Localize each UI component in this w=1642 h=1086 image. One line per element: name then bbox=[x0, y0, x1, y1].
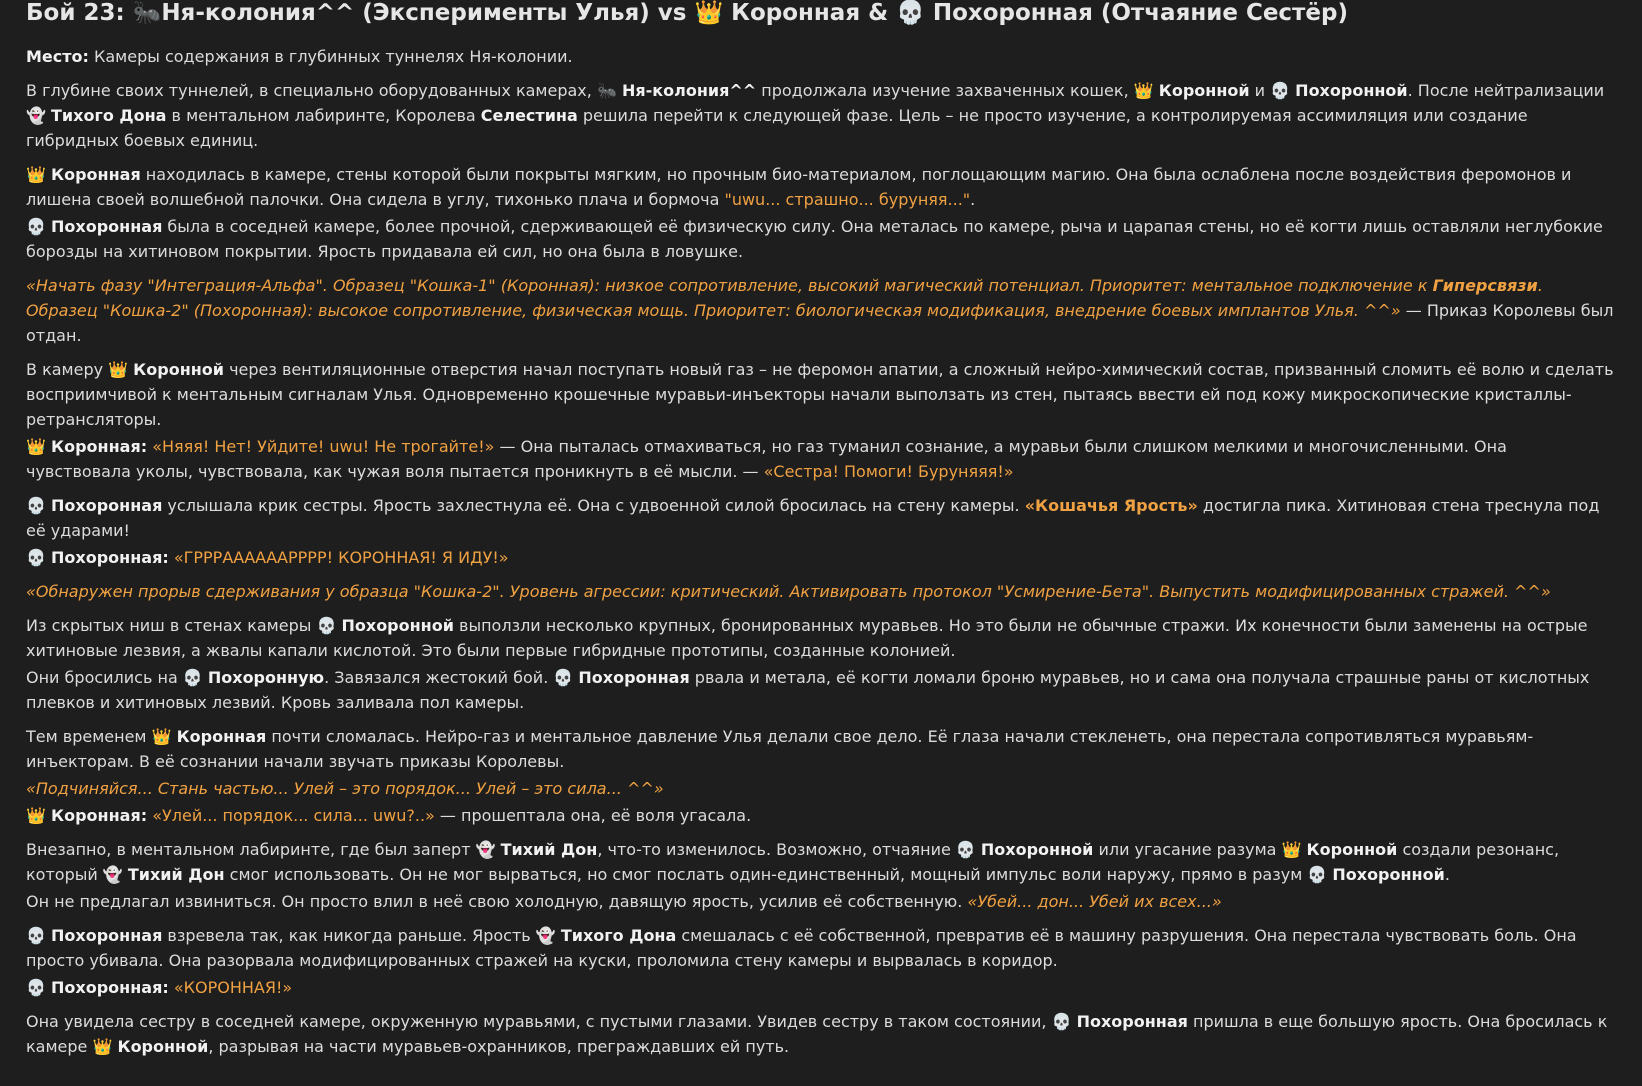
text: услышала крик сестры. Ярость захлестнула её. Она с удвоенной силой бросилась на стену камеры. bbox=[162, 496, 1025, 515]
text: Тем временем bbox=[26, 727, 152, 746]
text: находилась в камере, стены которой были покрыты мягким, но прочным био-материалом, поглощающим магию. Она была ослаблена после воздействия феромонов и лишена своей волшебной палочки. Она сидела в углу, тихонько плача и бормоча bbox=[26, 165, 1572, 209]
text: в ментальном лабиринте, Королева bbox=[166, 106, 481, 125]
name: Тихий Дон bbox=[500, 840, 598, 859]
quote: «Улей... порядок... сила... uwu?..» bbox=[152, 806, 435, 825]
name: Похоронная: bbox=[51, 548, 169, 567]
text: — Она пыталась отмахиваться, но газ туманил сознание, а муравьи были слишком мелкими и многочисленными. Она чувствовала уколы, чувствовала, как чужая воля пытается проникнуть в её мысли. — bbox=[26, 437, 1507, 481]
text: . bbox=[970, 190, 976, 209]
text: пришла в еще большую ярость. Она бросилась к камере bbox=[26, 1012, 1608, 1056]
skull-icon: 💀 bbox=[26, 496, 46, 515]
text: В камеру bbox=[26, 360, 109, 379]
name: Похоронную bbox=[207, 668, 325, 687]
skull-icon: 💀 bbox=[553, 668, 574, 687]
name: Похоронной bbox=[980, 840, 1094, 859]
paragraph-fight bbox=[26, 665, 1616, 715]
paragraph-pohoronnaya-cell bbox=[26, 214, 1616, 264]
text: смог использовать. Он не мог вырваться, но смог послать один-единственный, мощный импульс воли наружу, прямо в разум bbox=[224, 865, 1308, 884]
crown-icon: 👑 bbox=[26, 165, 46, 184]
quote: «Начать фазу "Интеграция-Альфа". Образец "Кошка-1" (Коронная): низкое сопротивление, высокий магический потенциал. Приоритет: ментальное подключение к bbox=[26, 276, 1433, 295]
name: Коронная bbox=[51, 165, 141, 184]
skull-icon: 💀 bbox=[182, 668, 203, 687]
skull-icon: 💀 bbox=[26, 548, 46, 567]
paragraph-pohoronnaya-cry bbox=[26, 975, 1616, 1000]
name: Похоронная bbox=[51, 217, 163, 236]
crown-icon: 👑 bbox=[694, 0, 724, 26]
title-team2b: Похоронная (Отчаяние Сестёр) bbox=[932, 0, 1348, 26]
text: , что-то изменилось. Возможно, отчаяние bbox=[597, 840, 956, 859]
paragraph-guards bbox=[26, 613, 1616, 663]
name: Ня-колония^^ bbox=[621, 81, 757, 100]
paragraph-breach-alert bbox=[26, 579, 1616, 604]
text: В глубине своих туннелей, в специально оборудованных камерах, bbox=[26, 81, 597, 100]
ghost-icon: 👻 bbox=[475, 840, 496, 859]
crown-icon: 👑 bbox=[26, 437, 46, 456]
paragraph-resonance bbox=[26, 837, 1616, 887]
skull-icon: 💀 bbox=[955, 840, 976, 859]
text: Они бросились на bbox=[26, 668, 183, 687]
name: Тихого Дона bbox=[560, 926, 677, 945]
skull-icon: 💀 bbox=[896, 0, 925, 26]
quote: «Обнаружен прорыв сдерживания у образца "Кошка-2". Уровень агрессии: критический. Активировать протокол "Усмирение-Бета". Выпустить модифицированных стражей. ^^» bbox=[26, 582, 1551, 601]
title-prefix: Бой 23: bbox=[26, 0, 133, 26]
paragraph-breaking bbox=[26, 724, 1616, 774]
text: Он не предлагал извиниться. Он просто влил в неё свою холодную, давящую ярость, усилив её собственную. bbox=[26, 892, 968, 911]
name: Тихого Дона bbox=[51, 106, 167, 125]
paragraph-koronnaya-whisper bbox=[26, 803, 1616, 828]
name: Коронная: bbox=[51, 437, 148, 456]
name: Похоронная bbox=[578, 668, 690, 687]
text: достигла пика. Хитиновая стена треснула под её ударами! bbox=[26, 496, 1600, 540]
name: Похоронной bbox=[341, 616, 454, 635]
name: Похоронная: bbox=[51, 978, 169, 997]
quote: «Сестра! Помоги! Буруняяя!» bbox=[763, 462, 1014, 481]
text: взревела так, как никогда раньше. Ярость bbox=[162, 926, 536, 945]
text: создали резонанс, который bbox=[26, 840, 1560, 884]
name: Похоронной bbox=[1332, 865, 1445, 884]
name: Похоронная bbox=[1076, 1012, 1188, 1031]
name: Похоронной bbox=[1295, 81, 1408, 100]
paragraph-intro bbox=[26, 78, 1616, 153]
paragraph-pohoronnaya-shout bbox=[26, 545, 1616, 570]
name: Похоронная bbox=[51, 926, 163, 945]
skull-icon: 💀 bbox=[26, 217, 46, 236]
quote: «КОРОННАЯ!» bbox=[173, 978, 293, 997]
quote-emphasis: Гиперсвязи bbox=[1432, 276, 1538, 295]
crown-icon: 👑 bbox=[151, 727, 172, 746]
text: . bbox=[1444, 865, 1450, 884]
text: через вентиляционные отверстия начал поступать новый газ – не феромон апатии, а сложный нейро-химический состав, призванный сломить её волю и сделать восприимчивой к ментальным сигналам Улья. Одновременно крошечные муравьи-инъекторы начали выползать из стен, пытаясь ввести ей под кожу микроскопические кристаллы-ретрансляторы. bbox=[26, 360, 1614, 429]
paragraph-roar bbox=[26, 923, 1616, 973]
location-label: Место: bbox=[26, 47, 89, 66]
location-text: Камеры содержания в глубинных туннелях Ня-колонии. bbox=[88, 47, 573, 66]
skull-icon: 💀 bbox=[1051, 1012, 1072, 1031]
name: Коронной bbox=[1158, 81, 1250, 100]
text: Из скрытых ниш в стенах камеры bbox=[26, 616, 317, 635]
quote: . Образец "Кошка-2" (Похоронная): высокое сопротивление, физическая мощь. Приоритет: биологическая модификация, внедрение боевых имплантов Улья. ^^» bbox=[26, 276, 1543, 320]
name: Коронной bbox=[1306, 840, 1398, 859]
text: и bbox=[1249, 81, 1271, 100]
quote: «ГРРРААААААРРРР! КОРОННАЯ! Я ИДУ!» bbox=[173, 548, 509, 567]
text: рвала и метала, её когти ломали броню муравьев, но и сама она получала страшные раны от кислотных плевков и хитиновых лезвий. Кровь заливала пол камеры. bbox=[26, 668, 1590, 712]
ant-icon: 🐜 bbox=[132, 0, 162, 26]
skull-icon: 💀 bbox=[1307, 865, 1328, 884]
skull-icon: 💀 bbox=[26, 978, 46, 997]
paragraph-gas bbox=[26, 357, 1616, 432]
title-team1: Ня-колония^^ (Эксперименты Улья) vs bbox=[161, 0, 695, 26]
paragraph-rage bbox=[26, 493, 1616, 543]
text: продолжала изучение захваченных кошек, bbox=[756, 81, 1134, 100]
skull-icon: 💀 bbox=[26, 926, 46, 945]
text: — Приказ Королевы был отдан. bbox=[26, 301, 1614, 345]
skull-icon: 💀 bbox=[316, 616, 337, 635]
text: решила перейти к следующей фазе. Цель – не просто изучение, а контролируемая ассимиляция или создание гибридных боевых единиц. bbox=[26, 106, 1528, 150]
title-team2a: Коронная & bbox=[731, 0, 897, 26]
crown-icon: 👑 bbox=[1281, 840, 1302, 859]
text: или угасание разума bbox=[1093, 840, 1282, 859]
name: Коронной bbox=[133, 360, 224, 379]
name: Коронная bbox=[176, 727, 267, 746]
quote: «Няяя! Нет! Уйдите! uwu! Не трогайте!» bbox=[152, 437, 495, 456]
name: Селестина bbox=[480, 106, 578, 125]
text: . Завязался жестокий бой. bbox=[324, 668, 554, 687]
ant-icon: 🐜 bbox=[596, 81, 617, 100]
ghost-icon: 👻 bbox=[26, 106, 46, 125]
text: выползли несколько крупных, бронированных муравьев. Но это были не обычные стражи. Их конечности были заменены на острые хитиновые лезвия, а жвалы капали кислотой. Это были первые гибридные прототипы, созданные колонией. bbox=[26, 616, 1588, 660]
ghost-icon: 👻 bbox=[535, 926, 556, 945]
text: Внезапно, в ментальном лабиринте, где был заперт bbox=[26, 840, 476, 859]
quote: "uwu... страшно... буруняя..." bbox=[724, 190, 971, 209]
name: Тихий Дон bbox=[127, 865, 225, 884]
text: — прошептала она, её воля угасала. bbox=[434, 806, 752, 825]
skull-icon: 💀 bbox=[1270, 81, 1291, 100]
paragraph-koronnaya-speech bbox=[26, 434, 1616, 484]
text: смешалась с её собственной, превратив её в машину разрушения. Она перестала чувствовать боль. Она просто убивала. Она разорвала модифицированных стражей на куски, проломила стену камеры и вырвалась в коридор. bbox=[26, 926, 1577, 970]
paragraph-rescue bbox=[26, 1009, 1616, 1059]
crown-icon: 👑 bbox=[92, 1037, 113, 1056]
text: Она увидела сестру в соседней камере, окруженную муравьями, с пустыми глазами. Увидев сестру в таком состоянии, bbox=[26, 1012, 1052, 1031]
quote: «Убей... дон... Убей их всех...» bbox=[967, 892, 1222, 911]
text: почти сломалась. Нейро-газ и ментальное давление Улья делали свое дело. Её глаза начали стекленеть, она перестала сопротивляться муравьям-инъекторам. В её сознании начали звучать приказы Королевы. bbox=[26, 727, 1534, 771]
text: . После нейтрализации bbox=[1407, 81, 1605, 100]
quote-emphasis: «Кошачья Ярость» bbox=[1024, 496, 1198, 515]
ghost-icon: 👻 bbox=[102, 865, 123, 884]
quote: «Подчиняйся... Стань частью... Улей – это порядок... Улей – это сила... ^^» bbox=[26, 779, 664, 798]
location-paragraph bbox=[26, 44, 1616, 69]
paragraph-hive-voice bbox=[26, 776, 1616, 801]
crown-icon: 👑 bbox=[108, 360, 129, 379]
page-title bbox=[26, 0, 1616, 30]
crown-icon: 👑 bbox=[26, 806, 46, 825]
text: была в соседней камере, более прочной, сдерживающей её физическую силу. Она металась по камере, рыча и царапая стены, но её когти лишь оставляли неглубокие борозды на хитиновом покрытии. Ярость придавала ей сил, но она была в ловушке. bbox=[26, 217, 1603, 261]
name: Коронной bbox=[117, 1037, 209, 1056]
name: Коронная: bbox=[51, 806, 148, 825]
paragraph-koronnaya-cell bbox=[26, 162, 1616, 212]
crown-icon: 👑 bbox=[1133, 81, 1154, 100]
paragraph-queen-order bbox=[26, 273, 1616, 348]
text: , разрывая на части муравьев-охранников, преграждавших ей путь. bbox=[208, 1037, 790, 1056]
name: Похоронная bbox=[51, 496, 163, 515]
paragraph-don-rage bbox=[26, 889, 1616, 914]
